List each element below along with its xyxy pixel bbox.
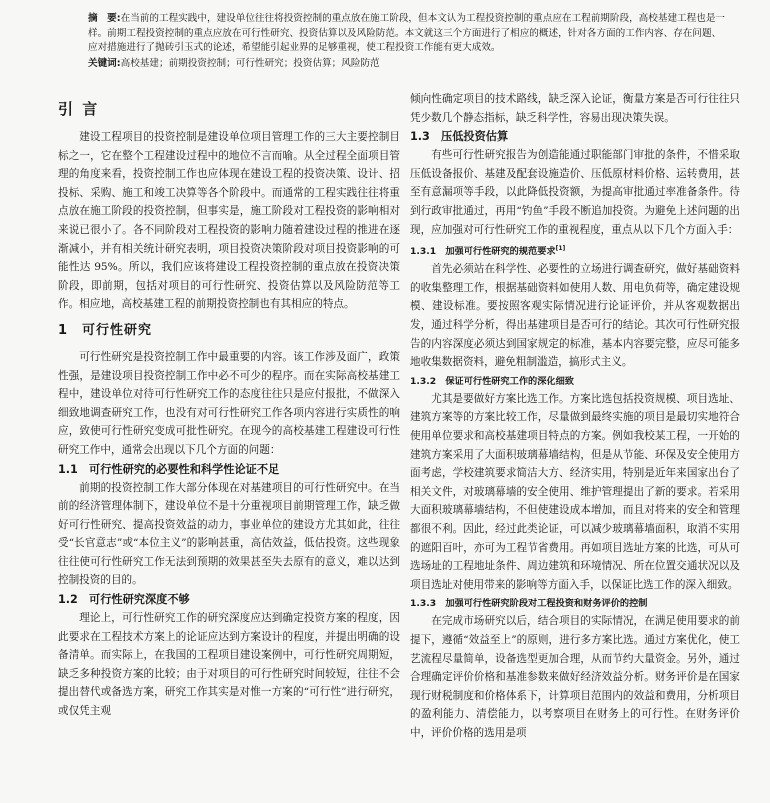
- section-1-1-heading: 1.1 可行性研究的必要性和科学性论证不足: [58, 462, 280, 476]
- keywords-label: 关键词:: [88, 57, 121, 69]
- left-column: [58, 96, 400, 721]
- right-column: [410, 90, 740, 742]
- section-1-2-heading: 1.2 可行性研究深度不够: [58, 593, 190, 607]
- section-1-3-2-paragraph: 尤其是要做好方案比选工作。方案比选包括投资规模、项目选址、建筑方案等的方案比较工作，尽量做到最终实施的项目是最切实地符合使用单位要求和高校基建项目特点的方案。例如我校某工程，一开始的建筑方案采用了大面积玻璃幕墙结构，但是从节能、环保及安全使用方面考虑，学校建筑要求简洁大方、经济实用，特别是近年来国家出台了相关文件，对玻璃幕墙的安全使用、维护管理提出了新的要求。若采用大面积玻璃幕墙结构，不但使建设成本增加，而且对将来的安全和管理都很不利。因此，经过此类论证，可以减少玻璃幕墙面积，取消不实用的遮阳百叶，亦可为工程节省费用。再如项目选址方案的比选，可从可选场址的工程地址条件、周边建筑和环境情况、所在位置交通状况以及项目选址对使用带来的影响等方面入手，以保证比选工作的深入细致。: [410, 392, 740, 591]
- intro-paragraph: 建设工程项目的投资控制是建设单位项目管理工作的三大主要控制目标之一，它在整个工程建设过程中的地位不言而喻。从全过程全面项目管理的角度来看，投资控制工作也应体现在建设工程的投资决策、设计、招投标、采购、施工和竣工决算等各个阶段中。而通常的工程实践往往将重点放在施工阶段的投资控制，但事实是，施工阶段对工程投资的影响相对来说已很小了。各不同阶段对工程投资的影响力随着建设过程的推进在逐渐减小，并有相关统计研究表明，项目投资决策阶段对项目投资影响的可能性达 95%。所以，我们应该将建设工程投资控制的重点放在投资决策阶段，即前期，包括对项目的可行性研究、投资估算以及风险防范等工作。相应地，高校基建工程的前期投资控制也有其相应的特点。: [58, 131, 400, 311]
- section-1-heading: 1 可行性研究: [58, 322, 153, 338]
- abstract-label: 摘 要:: [88, 13, 121, 24]
- abstract-paragraph: [88, 12, 728, 56]
- section-1-1-paragraph: 前期的投资控制工作大部分体现在对基建项目的可行性研究中。在当前的经济管理体制下，建设单位不是十分重视项目前期管理工作，缺乏做好可行性研究、提高投资效益的动力，事业单位的建设方尤其如此，往往受“长官意志”或“本位主义”的影响甚重，高估效益，低估投资。这些现象往往使可行性研究工作无法到预期的效果甚至失去原有的意义，难以达到控制投资的目的。: [58, 481, 400, 587]
- section-1-3-3-heading: 1.3.3 加强可行性研究阶段对工程投资和财务评价的控制: [410, 598, 648, 610]
- section-1-3-2-heading: 1.3.2 保证可行性研究工作的深化细致: [410, 375, 574, 387]
- section-1-3-heading: 1.3 压低投资估算: [410, 130, 509, 144]
- section-1-2-paragraph: 理论上，可行性研究工作的研究深度应达到确定投资方案的程度，因此要求在工程技术方案上的论证应达到方案设计的程度，并提出明确的设备清单。而实际上，在我国的工程项目建设案例中，可行性研究周期短，缺乏多种投资方案的比较；由于对项目的可行性研究时间较短，往往不会提出替代或备选方案，研究工作其实是对惟一方案的“可行性”进行研究，或仅凭主观: [58, 612, 400, 718]
- keywords-text: 高校基建；前期投资控制；可行性研究；投资估算；风险防范: [120, 57, 380, 69]
- continued-paragraph: 倾向性确定项目的技术路线，缺乏深入论证，衡量方案是否可行往往只凭少数几个静态指标，缺乏科学性，容易出现决策失误。: [410, 93, 740, 124]
- section-1-3-3-paragraph: 在完成市场研究以后，结合项目的实际情况，在满足使用要求的前提下，遵循“效益至上”的原则，进行多方案比选。通过方案优化，使工艺流程尽量简单，设备选型更加合理，从而节约大量资金。另外，通过合理确定评价价格和基准参数来做好经济效益分析。财务评价是在国家现行财税制度和价格体系下，计算项目范围内的效益和费用，分析项目的盈利能力、清偿能力，以考察项目在财务上的可行性。在财务评价中，评价价格的选用是项: [410, 615, 740, 739]
- abstract-text: 在当前的工程实践中，建设单位往往将投资控制的重点放在施工阶段，但本文认为工程投资控制的重点应在工程前期阶段，高校基建工程也是一样。前期工程投资控制的重点应放在可行性研究、投资估算以及风险防范。本文就这三个方面进行了相应的概述，针对各方面的工作内容、存在问题、应对措施进行了抛砖引玉式的论述，希望能引起业界的足够重视，使工程投资工作能有更大成效。: [88, 13, 726, 53]
- citation-ref: [1]: [555, 245, 566, 253]
- section-1-3-1-paragraph: 首先必须站在科学性、必要性的立场进行调查研究，做好基础资料的收集整理工作，根据基础资料如使用人数、用电负荷等，确定建设规模、建设标准。要按照客观实际情况进行论证评价，并从客观数据出发，通过科学分析，得出基建项目是否可行的结论。其次可行性研究报告的内容深度必须达到国家规定的标准，基本内容要完整，应尽可能多地收集数据资料，避免粗制滥造，搞形式主义。: [410, 263, 740, 369]
- section-1-3-1-title: 1.3.1 加强可行性研究的规范要求: [410, 246, 556, 258]
- intro-heading: 引 言: [58, 100, 100, 118]
- section-1-paragraph: 可行性研究是投资控制工作中最重要的内容。该工作涉及面广，政策性强，是建设项目投资控制工作中必不可少的程序。而在实际高校基建工程中，建设单位对待可行性研究工作的态度往往只是应付报批，不做深入细致地调查研究工作，也没有对可行性研究工作各项内容进行实质性的响应，致使可行性研究变成可批性研究。在现今的高校基建工程建设可行性研究工作中，通常会出现以下几个方面的问题：: [58, 350, 400, 456]
- keywords-line: [88, 57, 728, 72]
- section-1-3-paragraph: 有些可行性研究报告为创造能通过职能部门审批的条件，不惜采取压低设备报价、基建及配套设施造价、压低原材料价格、运转费用，甚至有意漏项等手段，以此降低投资额，为提高审批通过率准备条件。待到行政审批通过，再用“钓鱼”手段不断追加投资。为避免上述问题的出现，应加强对可行性研究工作的重视程度，重点从以下几个方面入手：: [410, 149, 740, 236]
- abstract-block: [88, 12, 728, 71]
- section-1-3-1-heading: [410, 240, 740, 260]
